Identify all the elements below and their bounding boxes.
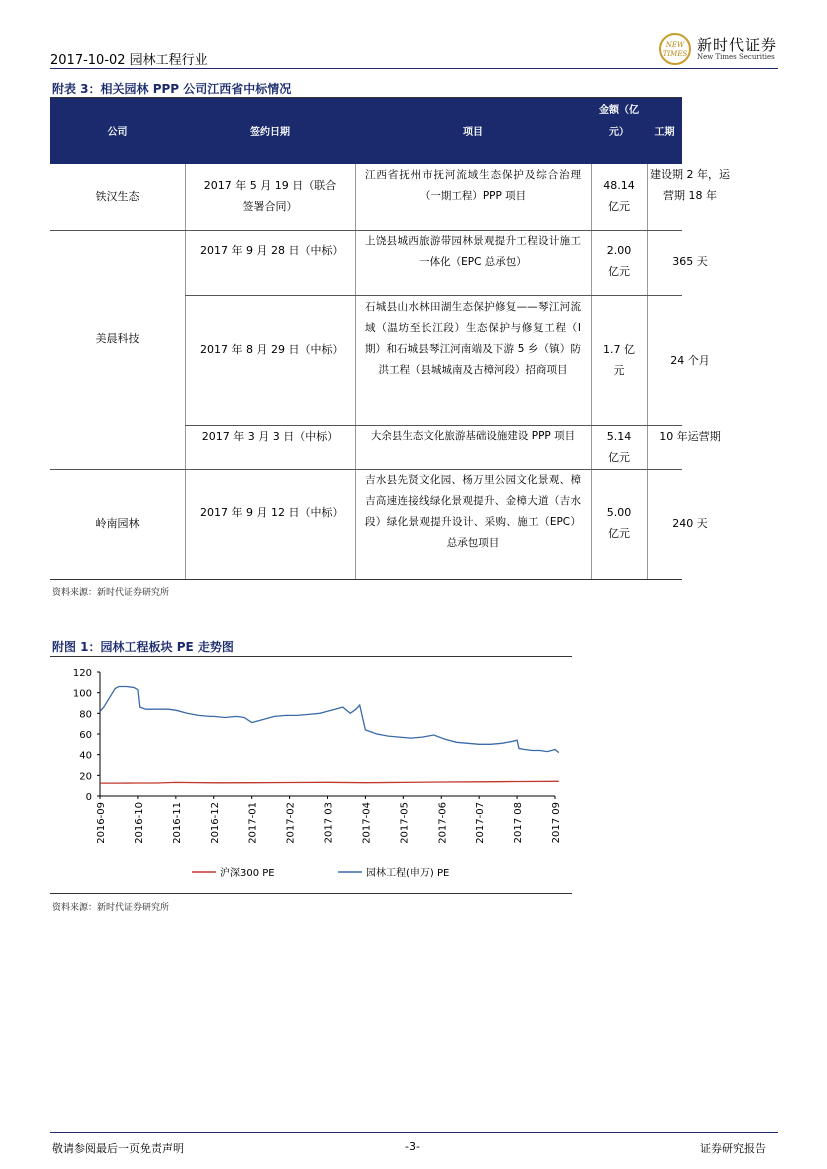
x-tick-label: 2017 09 [551,802,562,844]
svg-text:TIMES: TIMES [662,50,688,58]
row1-company: 铁汉生态 [95,190,140,203]
series-line-1 [100,687,559,753]
y-tick-label: 20 [79,771,92,783]
row3-project: 石城县山水林田湖生态保护修复——琴江河流域（温坊至长江段）生态保护与修复工程（Ⅰ期）和石城县琴江河南端及下游 5 乡（镇）防洪工程（县城城南及古樟河段）招商项目 [365,301,581,376]
table-body [50,164,730,579]
row-divider [185,295,682,296]
logo-chinese-name: 新时代证券 [697,36,778,54]
table-caption: 附表 3：相关园林 PPP 公司江西省中标情况 [52,82,292,96]
chart-top-rule [50,656,572,657]
row1-date: 2017 年 5 月 19 日（联合签署合同） [203,179,337,213]
x-tick-label: 2017 08 [513,802,525,844]
x-tick-label: 2016-09 [96,802,107,844]
header-rule [50,68,778,69]
x-tick-label: 2017-02 [285,802,297,844]
x-tick-label: 2017-04 [361,802,373,844]
x-tick-label: 2017-07 [475,802,487,844]
col-divider [591,164,592,579]
row1-amount: 48.14 亿元 [603,179,635,213]
row2-date: 2017 年 9 月 28 日（中标） [200,244,344,257]
header-company: 公司 [107,127,128,138]
pe-trend-chart [50,660,572,890]
row4-project: 大余县生态文化旅游基础设施建设 PPP 项目 [370,430,576,442]
series-layer [100,687,559,784]
row5-amount: 5.00 亿元 [606,506,632,540]
legend-label-0: 沪深300 PE [220,868,275,879]
row3-date: 2017 年 8 月 29 日（中标） [200,343,344,356]
logo-english-name: New Times Securities [697,53,775,61]
row5-period: 240 天 [672,517,708,530]
row2-amount: 2.00 亿元 [606,244,632,278]
x-tick-label: 2017 03 [323,802,335,844]
y-tick-label: 120 [72,668,92,679]
y-axis [73,668,100,803]
row2-company: 美晨科技 [95,332,140,345]
header-project: 项目 [463,127,483,138]
table-source: 资料来源：新时代证券研究所 [52,588,170,598]
header-date-industry: 2017-10-02 园林工程行业 [50,53,208,68]
row4-date: 2017 年 3 月 3 日（中标） [201,430,339,443]
row2-project: 上饶县城西旅游带园林景观提升工程设计施工一体化（EPC 总承包） [365,235,581,268]
chart-bottom-rule [50,893,572,894]
row4-period: 10 年运营期 [659,430,721,443]
row2-period: 365 天 [672,255,708,268]
footer-report-type: 证券研究报告 [700,1142,766,1155]
footer-page-number: -3- [405,1140,420,1153]
legend-label-1: 园林工程(申万) PE [366,868,450,879]
col-divider [355,164,356,579]
footer-rule [50,1132,778,1133]
y-tick-label: 80 [79,709,92,721]
chart-legend [192,866,449,879]
row5-date: 2017 年 9 月 12 日（中标） [200,506,344,519]
header-date: 签约日期 [250,127,290,138]
svg-text:NEW: NEW [665,41,685,49]
x-tick-label: 2017-05 [399,802,411,844]
row1-project: 江西省抚州市抚河流域生态保护及综合治理（一期工程）PPP 项目 [365,169,581,202]
chart-caption: 附图 1：园林工程板块 PE 走势图 [52,640,234,654]
footer-disclaimer: 敬请参阅最后一页免责声明 [52,1142,184,1155]
y-tick-label: 40 [79,750,92,762]
company-logo [655,32,780,66]
row3-period: 24 个月 [670,354,710,367]
x-tick-label: 2017-06 [437,802,449,844]
y-tick-label: 60 [79,730,92,741]
header-period: 工期 [654,127,675,138]
header-amount: 金额（亿元） [599,105,639,138]
series-line-0 [100,781,559,783]
row3-amount: 1.7 亿元 [603,343,635,377]
row4-amount: 5.14 亿元 [606,430,632,464]
col-divider [185,164,186,579]
row5-project: 吉水县先贤文化园、杨万里公园文化景观、樟吉高速连接线绿化景观提升、金樟大道（吉水段）绿化景观提升设计、采购、施工（EPC）总承包项目 [365,474,581,549]
y-tick-label: 100 [72,688,92,700]
x-tick-label: 2016-10 [133,802,145,844]
y-tick-label: 0 [85,792,92,803]
x-tick-label: 2016-12 [209,802,221,844]
logo-mark-icon [655,32,695,66]
x-tick-label: 2016-11 [171,802,183,844]
row5-company: 岭南园林 [95,517,140,530]
col-divider [647,164,648,579]
table-bottom-rule [50,579,682,580]
chart-source: 资料来源：新时代证券研究所 [52,903,170,913]
x-tick-label: 2017-01 [247,802,259,844]
x-axis [96,796,562,844]
table-header-row [50,98,682,164]
row1-period: 建设期 2 年，运营期 18 年 [650,168,730,202]
